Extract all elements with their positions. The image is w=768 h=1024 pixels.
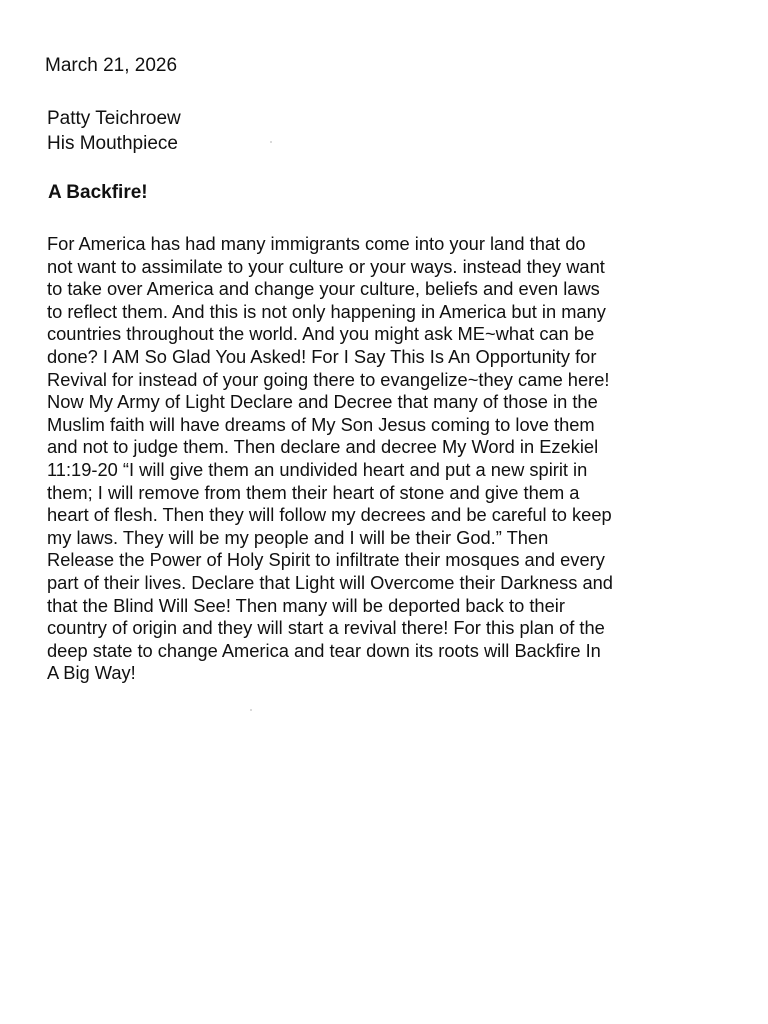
document-title: A Backfire! xyxy=(48,182,148,203)
body-line: For America has had many immigrants come into your land that do xyxy=(47,233,586,254)
body-line: heart of flesh. Then they will follow my decrees and be careful to keep xyxy=(47,504,612,526)
body-line: Muslim faith will have dreams of My Son Jesus coming to love them xyxy=(47,413,595,435)
body-line: Now My Army of Light Declare and Decree that many of those in the xyxy=(47,391,598,413)
scan-speck xyxy=(250,709,252,711)
body-line: to reflect them. And this is not only happening in America but in many xyxy=(47,300,606,322)
author-block xyxy=(47,106,181,156)
body-line: A Big Way! xyxy=(47,662,136,684)
author-name: Patty Teichroew xyxy=(47,108,181,129)
body-line: not want to assimilate to your culture or your ways. instead they want xyxy=(47,255,605,277)
body-line: to take over America and change your culture, beliefs and even laws xyxy=(47,278,600,300)
body-line: Release the Power of Holy Spirit to infiltrate their mosques and every xyxy=(47,549,605,571)
author-role: His Mouthpiece xyxy=(47,133,178,154)
body-line: done? I AM So Glad You Asked! For I Say This Is An Opportunity for xyxy=(47,345,597,367)
body-line: and not to judge them. Then declare and decree My Word in Ezekiel xyxy=(47,436,599,458)
body-line: them; I will remove from them their heart of stone and give them a xyxy=(47,481,580,503)
body-line: country of origin and they will start a revival there! For this plan of the xyxy=(47,617,605,639)
letter-date: March 21, 2026 xyxy=(45,55,178,76)
body-line: Revival for instead of your going there to evangelize~they came here! xyxy=(47,368,610,390)
body-line: countries throughout the world. And you might ask ME~what can be xyxy=(47,323,595,345)
body-line: deep state to change America and tear down its roots will Backfire In xyxy=(47,639,601,661)
body-line: that the Blind Will See! Then many will be deported back to their xyxy=(47,594,565,616)
body-line: 11:19-20 “I will give them an undivided heart and put a new spirit in xyxy=(47,458,588,480)
body-line: part of their lives. Declare that Light will Overcome their Darkness and xyxy=(47,571,613,593)
body-paragraph xyxy=(47,233,737,685)
scan-speck xyxy=(270,141,272,143)
body-line: my laws. They will be my people and I will be their God.” Then xyxy=(47,526,549,548)
